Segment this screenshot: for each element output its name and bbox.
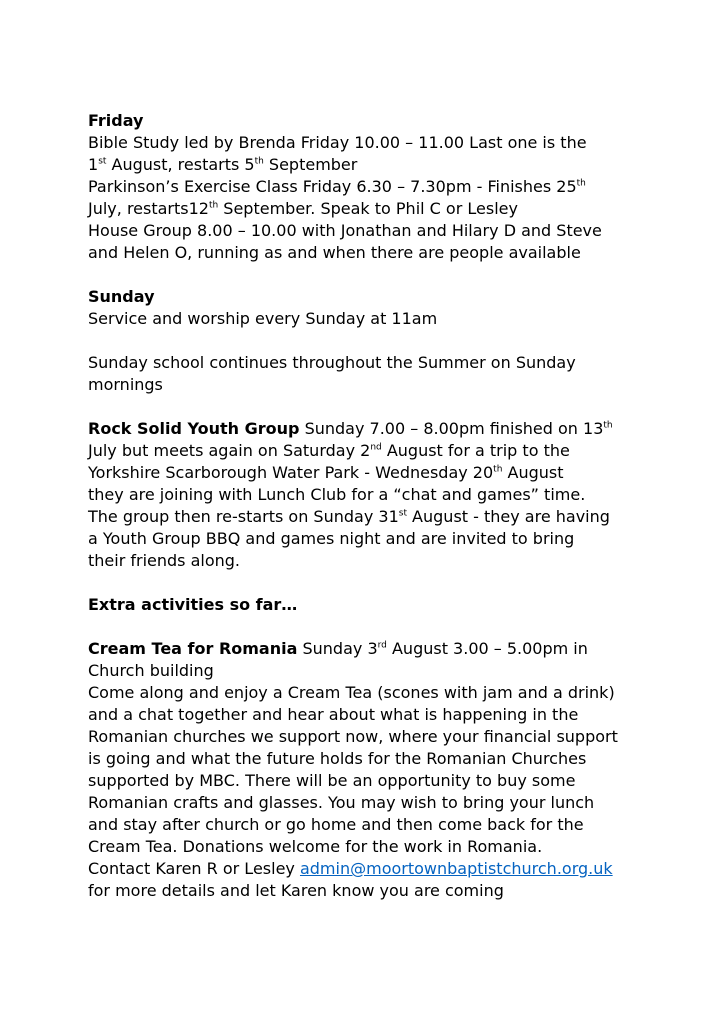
text-line: for more details and let Karen know you are coming: [88, 881, 504, 900]
text-line: July but meets again on Saturday 2nd August for a trip to the: [88, 441, 570, 460]
section-heading-sunday: Sunday: [88, 287, 155, 306]
text-line: and a chat together and hear about what is happening in the: [88, 705, 579, 724]
text-line: Romanian crafts and glasses. You may wish to bring your lunch: [88, 793, 595, 812]
document-body: [88, 110, 663, 902]
text-line: Church building: [88, 661, 214, 680]
text-line: and stay after church or go home and then come back for the: [88, 815, 584, 834]
text-line: Sunday school continues throughout the Summer on Sunday: [88, 353, 576, 372]
text-line: they are joining with Lunch Club for a “chat and games” time.: [88, 485, 586, 504]
text-line: House Group 8.00 – 10.00 with Jonathan and Hilary D and Steve: [88, 221, 602, 240]
section-heading-extra: Extra activities so far…: [88, 595, 298, 614]
text-line: Yorkshire Scarborough Water Park - Wednesday 20th August: [88, 463, 564, 482]
text-line: Cream Tea. Donations welcome for the work in Romania.: [88, 837, 543, 856]
text-line: Cream Tea for Romania Sunday 3rd August 3.00 – 5.00pm in: [88, 639, 588, 658]
text-line: Service and worship every Sunday at 11am: [88, 309, 438, 328]
text-line: Bible Study led by Brenda Friday 10.00 – 11.00 Last one is the: [88, 133, 587, 152]
text-line: Contact Karen R or Lesley admin@moortownbaptistchurch.org.uk: [88, 859, 613, 878]
text-line: Romanian churches we support now, where your financial support: [88, 727, 618, 746]
text-line: The group then re-starts on Sunday 31st August - they are having: [88, 507, 610, 526]
youth-group-title: Rock Solid Youth Group: [88, 419, 300, 438]
section-heading-friday: Friday: [88, 111, 144, 130]
text-line: 1st August, restarts 5th September: [88, 155, 358, 174]
text-line: and Helen O, running as and when there are people available: [88, 243, 581, 262]
text-line: their friends along.: [88, 551, 241, 570]
text-line: Parkinson’s Exercise Class Friday 6.30 – 7.30pm - Finishes 25th: [88, 177, 586, 196]
cream-tea-title: Cream Tea for Romania: [88, 639, 298, 658]
contact-email-link[interactable]: admin@moortownbaptistchurch.org.uk: [299, 859, 613, 878]
text-line: is going and what the future holds for the Romanian Churches: [88, 749, 587, 768]
text-line: Rock Solid Youth Group Sunday 7.00 – 8.00pm finished on 13th: [88, 419, 613, 438]
text-line: mornings: [88, 375, 163, 394]
text-line: July, restarts12th September. Speak to Phil C or Lesley: [88, 199, 518, 218]
text-line: supported by MBC. There will be an opportunity to buy some: [88, 771, 576, 790]
text-line: a Youth Group BBQ and games night and are invited to bring: [88, 529, 575, 548]
text-line: Come along and enjoy a Cream Tea (scones with jam and a drink): [88, 683, 615, 702]
